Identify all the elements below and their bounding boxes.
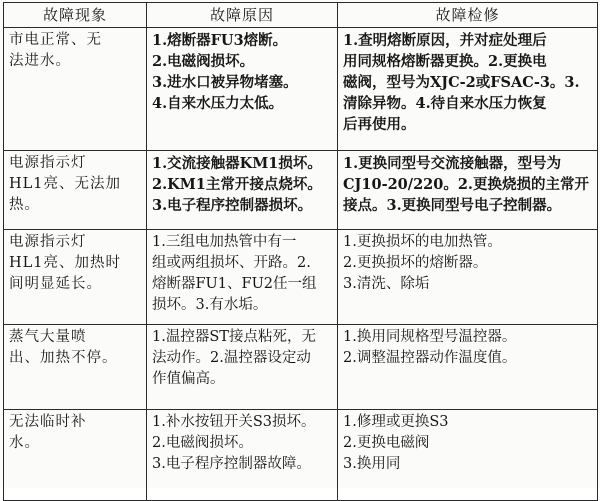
cell-line: 电源指示灯 bbox=[9, 155, 87, 171]
cell-line: 用同规格熔断器更换。2.更换电 bbox=[343, 53, 547, 70]
cell-line: 3.电子程序控制器损坏。 bbox=[152, 197, 313, 214]
cell-cause bbox=[147, 410, 338, 501]
cell-line: 法动作。2.温控器设定动 bbox=[152, 350, 311, 366]
cell-line: 1.三组电加热管中有一 bbox=[152, 234, 297, 250]
cell-repair bbox=[338, 151, 598, 230]
cell-line: 磁阀，型号为XJC-2或FSAC-3。3. bbox=[343, 74, 580, 91]
table-row bbox=[4, 325, 598, 410]
cell-line: 后再使用。 bbox=[343, 116, 416, 133]
cell-line: 1.补水按钮开关S3损坏。 bbox=[152, 414, 316, 430]
cell-line: 3.换用同 bbox=[343, 456, 401, 472]
cell-cause bbox=[147, 325, 338, 410]
cell-cause bbox=[147, 151, 338, 230]
cell-cause bbox=[147, 230, 338, 325]
cell-line: 熔断器FU1、FU2任一组 bbox=[152, 276, 317, 292]
cell-line: 市电正常、无 bbox=[9, 32, 102, 48]
cell-line: 2.更换电磁阀 bbox=[343, 435, 430, 451]
table-row bbox=[4, 230, 598, 325]
cell-repair bbox=[338, 28, 598, 151]
cell-line: 间明显延长。 bbox=[9, 276, 102, 292]
table-row bbox=[4, 151, 598, 230]
cell-line: HL1亮、无法加 bbox=[9, 176, 121, 192]
cell-line: 1.更换损坏的电加热管。 bbox=[343, 234, 502, 250]
cell-line: 接点。3.更换同型号电子控制器。 bbox=[343, 197, 562, 214]
cell-line: 2.电磁阀损坏。 bbox=[152, 435, 253, 451]
cell-cause bbox=[147, 28, 338, 151]
cell-repair bbox=[338, 410, 598, 501]
cell-line: 1.温控器ST接点粘死，无 bbox=[152, 329, 316, 345]
cell-line: 3.电子程序控制器故障。 bbox=[152, 456, 311, 472]
header-repair: 故障检修 bbox=[338, 3, 598, 28]
cell-line: 清除异物。4.待自来水压力恢复 bbox=[343, 95, 547, 112]
cell-phenomenon bbox=[4, 151, 147, 230]
cell-line: 水。 bbox=[9, 435, 40, 451]
cell-line: 1.交流接触器KM1损坏。 bbox=[152, 155, 322, 172]
cell-line: 出、加热不停。 bbox=[9, 350, 118, 366]
header-cause: 故障原因 bbox=[147, 3, 338, 28]
cell-line: HL1亮、加热时 bbox=[9, 255, 121, 271]
cell-line: 1.换用同规格型号温控器。 bbox=[343, 329, 517, 345]
cell-line: 电源指示灯 bbox=[9, 234, 87, 250]
cell-line: CJ10-20/220。2.更换烧损的主常开 bbox=[343, 176, 589, 193]
cell-phenomenon bbox=[4, 410, 147, 501]
cell-line: 1.更换同型号交流接触器，型号为 bbox=[343, 155, 562, 172]
cell-line: 作值偏高。 bbox=[152, 371, 225, 387]
table-row bbox=[4, 410, 598, 501]
cell-line: 损坏。3.有水垢。 bbox=[152, 297, 268, 313]
cell-phenomenon bbox=[4, 325, 147, 410]
cell-line: 3.进水口被异物堵塞。 bbox=[152, 74, 298, 91]
cell-line: 2.调整温控器动作温度值。 bbox=[343, 350, 517, 366]
table-row bbox=[4, 28, 598, 151]
cell-line: 热。 bbox=[9, 197, 40, 213]
cell-line: 组或两组损坏、开路。2. bbox=[152, 255, 311, 271]
cell-phenomenon bbox=[4, 28, 147, 151]
header-phenomenon: 故障现象 bbox=[4, 3, 147, 28]
cell-line: 1.查明熔断原因，并对症处理后 bbox=[343, 32, 547, 49]
fault-table bbox=[3, 2, 598, 501]
cell-line: 2.更换损坏的熔断器。 bbox=[343, 255, 488, 271]
cell-line: 1.熔断器FU3熔断。 bbox=[152, 32, 288, 49]
cell-line: 4.自来水压力太低。 bbox=[152, 95, 284, 112]
cell-line: 3.清洗、除垢 bbox=[343, 276, 430, 292]
cell-line: 蒸气大量喷 bbox=[9, 329, 87, 345]
cell-line: 法进水。 bbox=[9, 53, 71, 69]
cell-line: 1.修理或更换S3 bbox=[343, 414, 449, 430]
cell-line: 2.电磁阀损坏。 bbox=[152, 53, 255, 70]
cell-phenomenon bbox=[4, 230, 147, 325]
header-row bbox=[4, 3, 598, 28]
cell-line: 无法临时补 bbox=[9, 414, 87, 430]
cell-repair bbox=[338, 325, 598, 410]
cell-line: 2.KM1主常开接点烧坏。 bbox=[152, 176, 322, 193]
cell-repair bbox=[338, 230, 598, 325]
